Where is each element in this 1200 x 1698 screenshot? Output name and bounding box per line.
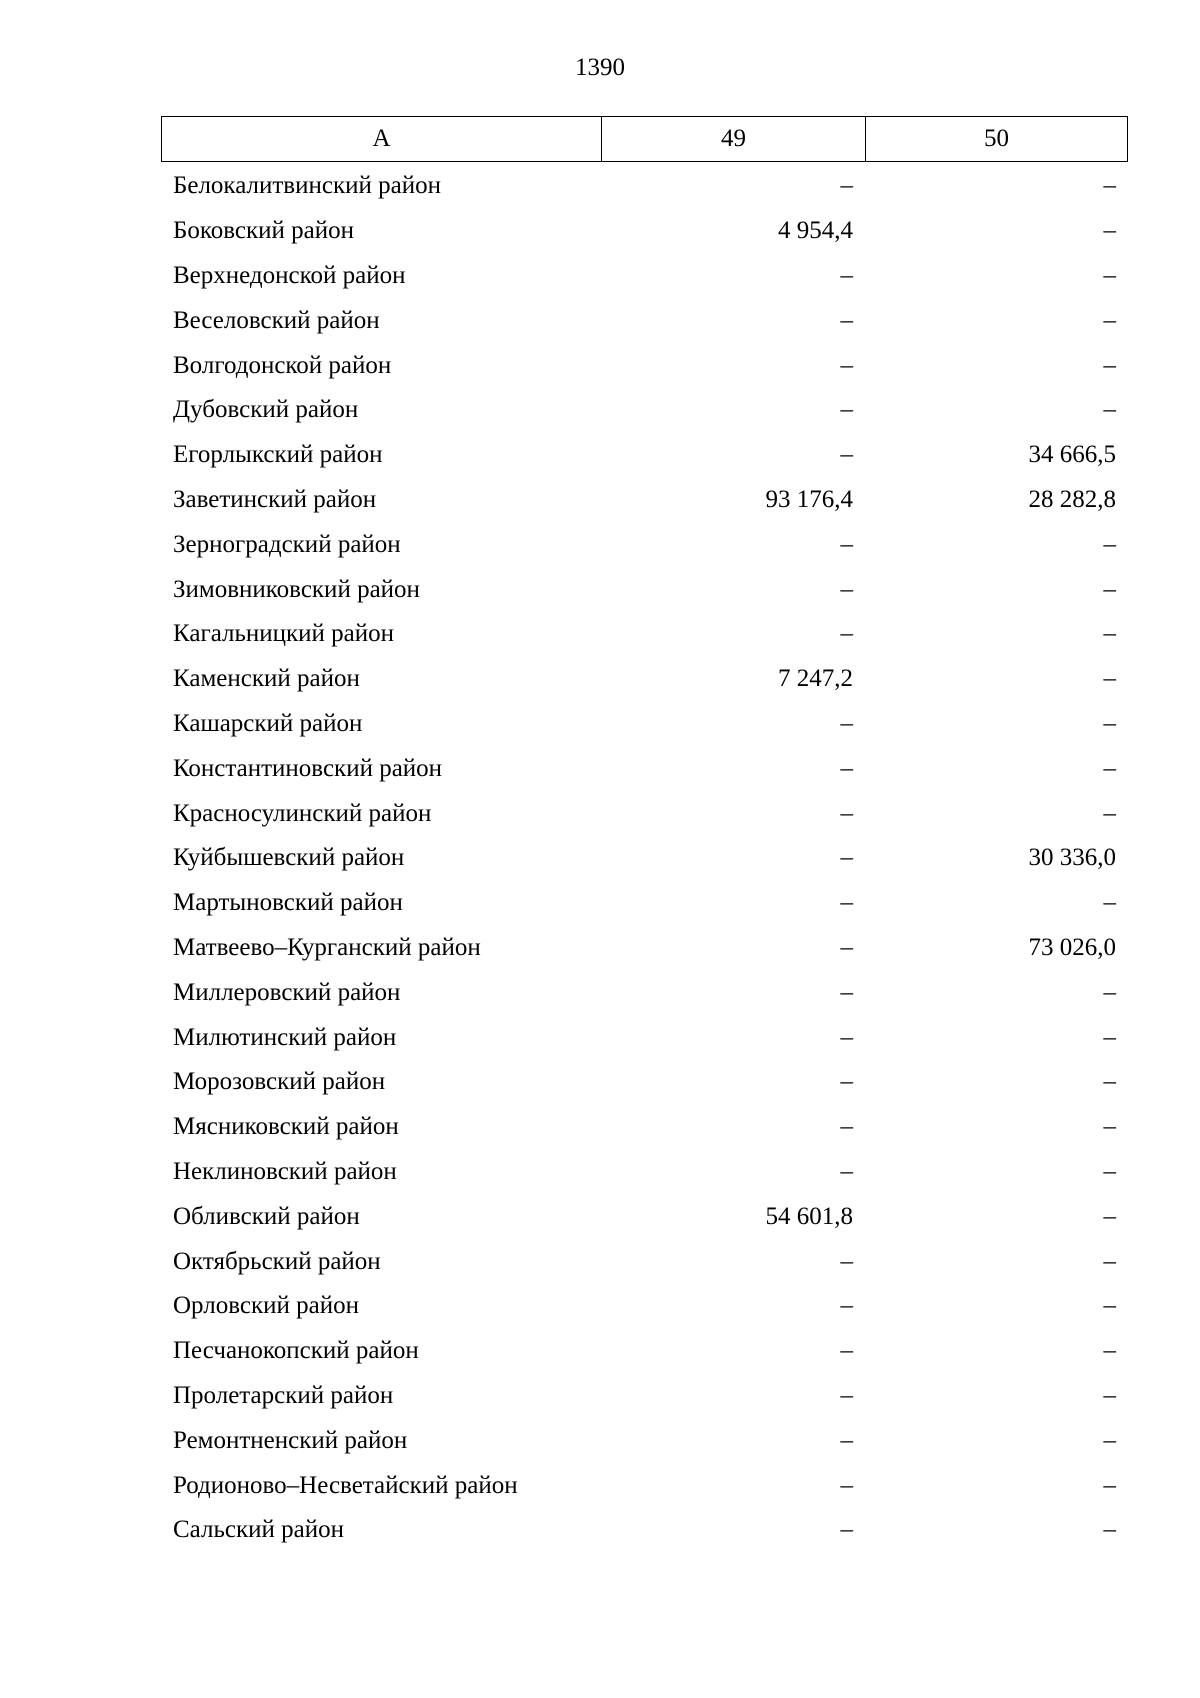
table-row [161, 433, 1128, 478]
value-col-49: – [840, 620, 853, 648]
value-col-50: – [1103, 665, 1116, 693]
district-name: Матвеево–Курганский район [173, 933, 481, 961]
value-col-50: – [1103, 1202, 1116, 1230]
value-col-49: – [840, 1426, 853, 1454]
district-name: Верхнедонской район [173, 261, 406, 289]
district-name: Константиновский район [173, 754, 443, 782]
value-col-50: – [1103, 978, 1116, 1006]
value-col-49: 93 176,4 [765, 485, 853, 513]
table-row [161, 746, 1128, 791]
table-row [161, 388, 1128, 433]
value-col-49: – [840, 844, 853, 872]
table-header [161, 116, 1128, 162]
table-row [161, 1329, 1128, 1374]
district-name: Заветинский район [173, 485, 377, 513]
value-col-49: – [840, 1068, 853, 1096]
header-col-50: 50 [984, 125, 1009, 152]
district-name: Каменский район [173, 665, 360, 693]
value-col-49: – [840, 351, 853, 379]
district-name: Зимовниковский район [173, 575, 420, 603]
district-name: Волгодонской район [173, 351, 392, 379]
table-row [161, 1374, 1128, 1419]
value-col-49: – [840, 396, 853, 424]
value-col-50: 34 666,5 [1028, 441, 1116, 469]
value-col-49: – [840, 933, 853, 961]
table-body [161, 164, 1128, 1553]
table-row [161, 1463, 1128, 1508]
district-name: Ремонтненский район [173, 1426, 408, 1454]
value-col-50: – [1103, 1157, 1116, 1185]
district-name: Веселовский район [173, 306, 380, 334]
table-row [161, 298, 1128, 343]
value-col-49: – [840, 1113, 853, 1141]
value-col-49: – [840, 1516, 853, 1544]
value-col-50: – [1103, 709, 1116, 737]
table-row [161, 1060, 1128, 1105]
district-name: Родионово–Несветайский район [173, 1471, 518, 1499]
table-row [161, 926, 1128, 971]
district-name: Орловский район [173, 1292, 359, 1320]
value-col-49: – [840, 306, 853, 334]
table-row [161, 836, 1128, 881]
district-name: Кагальницкий район [173, 620, 395, 648]
table-row [161, 1284, 1128, 1329]
page-number: 1390 [575, 54, 625, 81]
value-col-50: – [1103, 889, 1116, 917]
value-col-50: – [1103, 620, 1116, 648]
value-col-50: 73 026,0 [1028, 933, 1116, 961]
table-row [161, 881, 1128, 926]
district-name: Октябрьский район [173, 1247, 381, 1275]
value-col-49: – [840, 172, 853, 200]
table-row [161, 1015, 1128, 1060]
value-col-49: – [840, 441, 853, 469]
table-row [161, 1508, 1128, 1553]
value-col-49: – [840, 709, 853, 737]
district-name: Дубовский район [173, 396, 359, 424]
header-col-a: А [162, 117, 602, 161]
value-col-49: 7 247,2 [778, 665, 853, 693]
header-col-49: 49 [602, 117, 866, 161]
district-name: Белокалитвинский район [173, 172, 441, 200]
value-col-49: 4 954,4 [778, 217, 853, 245]
table-row [161, 343, 1128, 388]
value-col-50: – [1103, 1471, 1116, 1499]
value-col-49: – [840, 1471, 853, 1499]
district-name: Мартыновский район [173, 889, 403, 917]
district-name: Пролетарский район [173, 1381, 394, 1409]
value-col-50: – [1103, 1023, 1116, 1051]
district-name: Миллеровский район [173, 978, 401, 1006]
value-col-50: – [1103, 1113, 1116, 1141]
value-col-50: – [1103, 172, 1116, 200]
table-row [161, 657, 1128, 702]
value-col-50: – [1103, 530, 1116, 558]
value-col-49: – [840, 261, 853, 289]
value-col-50: – [1103, 351, 1116, 379]
value-col-50: – [1103, 799, 1116, 827]
table-row [161, 567, 1128, 612]
value-col-49: – [840, 889, 853, 917]
table-row [161, 612, 1128, 657]
district-name: Мясниковский район [173, 1113, 399, 1141]
district-name: Боковский район [173, 217, 354, 245]
value-col-50: 28 282,8 [1028, 485, 1116, 513]
value-col-50: 30 336,0 [1028, 844, 1116, 872]
district-name: Красносулинский район [173, 799, 432, 827]
district-name: Зерноградский район [173, 530, 401, 558]
table-row [161, 1105, 1128, 1150]
value-col-49: 54 601,8 [765, 1202, 853, 1230]
value-col-49: – [840, 1023, 853, 1051]
district-name: Милютинский район [173, 1023, 397, 1051]
district-name: Кашарский район [173, 709, 363, 737]
value-col-49: – [840, 1292, 853, 1320]
value-col-49: – [840, 575, 853, 603]
value-col-49: – [840, 799, 853, 827]
table-row [161, 1418, 1128, 1463]
table-row [161, 164, 1128, 209]
table-row [161, 791, 1128, 836]
value-col-50: – [1103, 1068, 1116, 1096]
value-col-50: – [1103, 217, 1116, 245]
district-name: Песчанокопский район [173, 1337, 419, 1365]
value-col-49: – [840, 1381, 853, 1409]
table-row [161, 1150, 1128, 1195]
value-col-50: – [1103, 396, 1116, 424]
district-name: Обливский район [173, 1202, 360, 1230]
table-row [161, 478, 1128, 523]
table-row [161, 254, 1128, 299]
value-col-50: – [1103, 1516, 1116, 1544]
table-row [161, 1194, 1128, 1239]
value-col-50: – [1103, 306, 1116, 334]
value-col-49: – [840, 754, 853, 782]
value-col-50: – [1103, 1381, 1116, 1409]
value-col-49: – [840, 1247, 853, 1275]
table-row [161, 1239, 1128, 1284]
district-name: Морозовский район [173, 1068, 386, 1096]
district-name: Егорлыкский район [173, 441, 383, 469]
district-name: Неклиновский район [173, 1157, 397, 1185]
table-row [161, 209, 1128, 254]
table-row [161, 522, 1128, 567]
value-col-49: – [840, 978, 853, 1006]
value-col-50: – [1103, 1247, 1116, 1275]
district-name: Куйбышевский район [173, 844, 405, 872]
table-row [161, 970, 1128, 1015]
value-col-50: – [1103, 1292, 1116, 1320]
value-col-50: – [1103, 754, 1116, 782]
value-col-50: – [1103, 575, 1116, 603]
value-col-50: – [1103, 1337, 1116, 1365]
value-col-50: – [1103, 1426, 1116, 1454]
value-col-50: – [1103, 261, 1116, 289]
value-col-49: – [840, 1337, 853, 1365]
value-col-49: – [840, 1157, 853, 1185]
table-row [161, 702, 1128, 747]
value-col-49: – [840, 530, 853, 558]
district-name: Сальский район [173, 1516, 344, 1544]
